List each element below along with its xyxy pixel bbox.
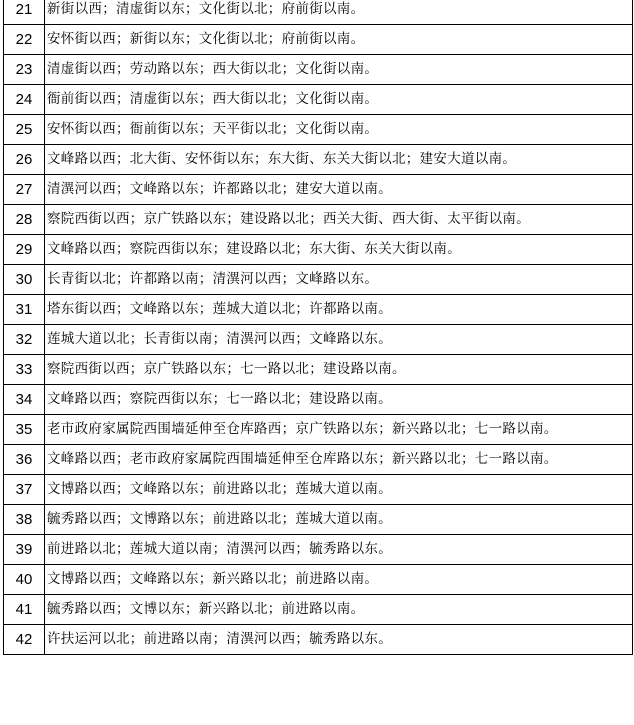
table-row	[4, 205, 633, 235]
table-row	[4, 85, 633, 115]
row-boundary-text: 许扶运河以北；前进路以南；清潩河以西；毓秀路以东。	[45, 625, 633, 655]
row-number: 32	[4, 325, 45, 355]
row-boundary-text: 文峰路以西；察院西街以东；七一路以北；建设路以南。	[45, 385, 633, 415]
row-boundary-text: 文博路以西；文峰路以东；前进路以北；莲城大道以南。	[45, 475, 633, 505]
table-row	[4, 235, 633, 265]
table-row	[4, 295, 633, 325]
row-number: 41	[4, 595, 45, 625]
row-boundary-text: 察院西街以西；京广铁路以东；七一路以北；建设路以南。	[45, 355, 633, 385]
row-boundary-text: 衙前街以西；清虚街以东；西大街以北；文化街以南。	[45, 85, 633, 115]
row-boundary-text: 文峰路以西；老市政府家属院西围墙延伸至仓库路以东；新兴路以北；七一路以南。	[45, 445, 633, 475]
row-number: 25	[4, 115, 45, 145]
row-number: 27	[4, 175, 45, 205]
row-boundary-text: 察院西街以西；京广铁路以东；建设路以北；西关大街、西大街、太平街以南。	[45, 205, 633, 235]
row-boundary-text: 清虚街以西；劳动路以东；西大街以北；文化街以南。	[45, 55, 633, 85]
table-row	[4, 175, 633, 205]
row-boundary-text: 前进路以北；莲城大道以南；清潩河以西；毓秀路以东。	[45, 535, 633, 565]
district-boundary-table	[3, 0, 633, 655]
row-number: 28	[4, 205, 45, 235]
row-boundary-text: 老市政府家属院西围墙延伸至仓库路西；京广铁路以东；新兴路以北；七一路以南。	[45, 415, 633, 445]
table-row	[4, 355, 633, 385]
row-number: 34	[4, 385, 45, 415]
row-number: 23	[4, 55, 45, 85]
row-number: 38	[4, 505, 45, 535]
table-row	[4, 265, 633, 295]
row-boundary-text: 莲城大道以北；长青街以南；清潩河以西；文峰路以东。	[45, 325, 633, 355]
table-row	[4, 625, 633, 655]
table-row	[4, 505, 633, 535]
row-boundary-text: 文峰路以西；北大街、安怀街以东；东大街、东关大街以北；建安大道以南。	[45, 145, 633, 175]
row-number: 36	[4, 445, 45, 475]
row-number: 33	[4, 355, 45, 385]
table-row	[4, 145, 633, 175]
table-row	[4, 325, 633, 355]
table-row	[4, 535, 633, 565]
row-number: 40	[4, 565, 45, 595]
row-number: 35	[4, 415, 45, 445]
row-number: 21	[4, 0, 45, 25]
row-number: 31	[4, 295, 45, 325]
table-row	[4, 595, 633, 625]
table-row	[4, 115, 633, 145]
row-number: 24	[4, 85, 45, 115]
row-number: 29	[4, 235, 45, 265]
row-number: 30	[4, 265, 45, 295]
row-boundary-text: 安怀街以西；衙前街以东；天平街以北；文化街以南。	[45, 115, 633, 145]
table-row	[4, 55, 633, 85]
row-number: 26	[4, 145, 45, 175]
row-number: 39	[4, 535, 45, 565]
row-boundary-text: 毓秀路以西；文博路以东；前进路以北；莲城大道以南。	[45, 505, 633, 535]
row-boundary-text: 安怀街以西；新街以东；文化街以北；府前街以南。	[45, 25, 633, 55]
table-row	[4, 25, 633, 55]
row-boundary-text: 毓秀路以西；文博以东；新兴路以北；前进路以南。	[45, 595, 633, 625]
row-boundary-text: 文博路以西；文峰路以东；新兴路以北；前进路以南。	[45, 565, 633, 595]
row-boundary-text: 清潩河以西；文峰路以东；许都路以北；建安大道以南。	[45, 175, 633, 205]
row-number: 22	[4, 25, 45, 55]
table-row	[4, 445, 633, 475]
row-boundary-text: 长青街以北；许都路以南；清潩河以西；文峰路以东。	[45, 265, 633, 295]
table-row	[4, 415, 633, 445]
row-boundary-text: 新街以西；清虚街以东；文化街以北；府前街以南。	[45, 0, 633, 25]
table-row	[4, 475, 633, 505]
table-row	[4, 565, 633, 595]
table-row	[4, 385, 633, 415]
row-number: 37	[4, 475, 45, 505]
row-boundary-text: 塔东街以西；文峰路以东；莲城大道以北；许都路以南。	[45, 295, 633, 325]
row-boundary-text: 文峰路以西；察院西街以东；建设路以北；东大街、东关大街以南。	[45, 235, 633, 265]
row-number: 42	[4, 625, 45, 655]
table-row	[4, 0, 633, 25]
